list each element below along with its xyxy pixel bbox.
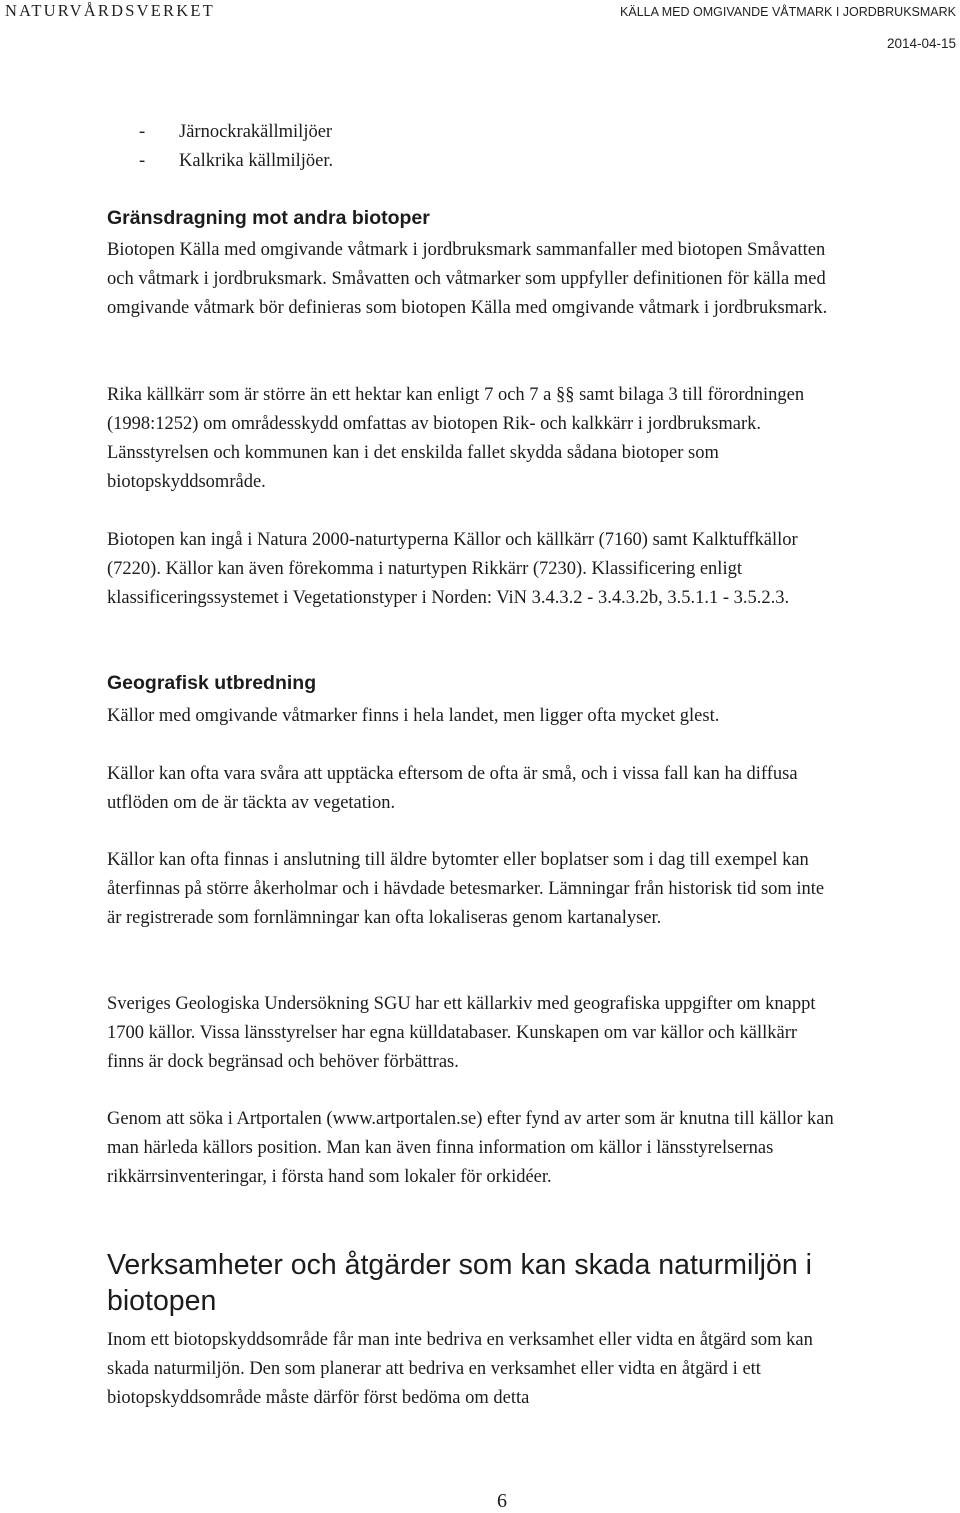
- section-heading-verksamheter: Verksamheter och åtgärder som kan skada naturmiljön i biotopen: [107, 1249, 812, 1317]
- paragraph: Inom ett biotopskyddsområde får man inte bedriva en verksamhet eller vidta en åtgärd som kan skada naturmiljön. Den som planerar att bedriva en verksamhet eller vidta en åtgärd i ett biotopskyddsområde måste därför först bedöma om detta: [107, 1330, 813, 1408]
- header-org: NATURVÅRDSVERKET: [5, 1, 215, 20]
- paragraph: Biotopen kan ingå i Natura 2000-naturtyperna Källor och källkärr (7160) samt Kalktuffkällor (7220). Källor kan även förekomma i naturtypen Rikkärr (7230). Klassificering enligt klassificeringssystemet i Vegetationstyper i Norden: ViN 3.4.3.2 - 3.4.3.2b, 3.5.1.1 - 3.5.2.3.: [107, 530, 798, 608]
- paragraph: Genom att söka i Artportalen (www.artportalen.se) efter fynd av arter som är knutna till källor kan man härleda källors position. Man kan även finna information om källor i länsstyrelsernas rikkärrsinventeringar, i första hand som lokaler för orkidéer.: [107, 1109, 834, 1187]
- paragraph: Sveriges Geologiska Undersökning SGU har ett källarkiv med geografiska uppgifter om knappt 1700 källor. Vissa länsstyrelser har egna külldatabaser. Kunskapen om var källor och källkärr finns är dock begränsad och behöver förbättras.: [107, 994, 816, 1072]
- page-number: 6: [497, 1490, 507, 1512]
- paragraph: Källor kan ofta vara svåra att upptäcka eftersom de ofta är små, och i vissa fall kan ha diffusa utflöden om de är täckta av vegetation.: [107, 764, 798, 813]
- paragraph: Biotopen Källa med omgivande våtmark i jordbruksmark sammanfaller med biotopen Småvatten och våtmark i jordbruksmark. Småvatten och våtmarker som uppfyller definitionen för källa med omgivande våtmark bör definieras som biotopen Källa med omgivande våtmark i jordbruksmark.: [107, 240, 828, 318]
- header-date: 2014-04-15: [886, 36, 956, 51]
- paragraph: Källor kan ofta finnas i anslutning till äldre bytomter eller boplatser som i dag till exempel kan återfinnas på större åkerholmar och i hävdade betesmarker. Lämningar från historisk tid som inte är registrerade som fornlämningar kan ofta lokaliseras genom kartanalyser.: [107, 850, 825, 928]
- section-heading-geografisk: Geografisk utbredning: [107, 672, 317, 694]
- list-dash: -: [139, 151, 146, 171]
- list-dash: -: [139, 122, 146, 142]
- list-item-text: Järnockrakällmiljöer: [179, 122, 333, 142]
- paragraph: Källor med omgivande våtmarker finns i hela landet, men ligger ofta mycket glest.: [107, 706, 720, 726]
- header-doc-title: KÄLLA MED OMGIVANDE VÅTMARK I JORDBRUKSMARK: [620, 5, 956, 19]
- list-item-text: Kalkrika källmiljöer.: [179, 151, 334, 171]
- section-heading-gransdragning: Gränsdragning mot andra biotoper: [107, 207, 430, 229]
- paragraph: Rika källkärr som är större än ett hektar kan enligt 7 och 7 a §§ samt bilaga 3 till förordningen (1998:1252) om områdesskydd omfattas av biotopen Rik- och kalkkärr i jordbruksmark. Länsstyrelsen och kommunen kan i det enskilda fallet skydda sådana biotoper som biotopskyddsområde.: [107, 385, 805, 492]
